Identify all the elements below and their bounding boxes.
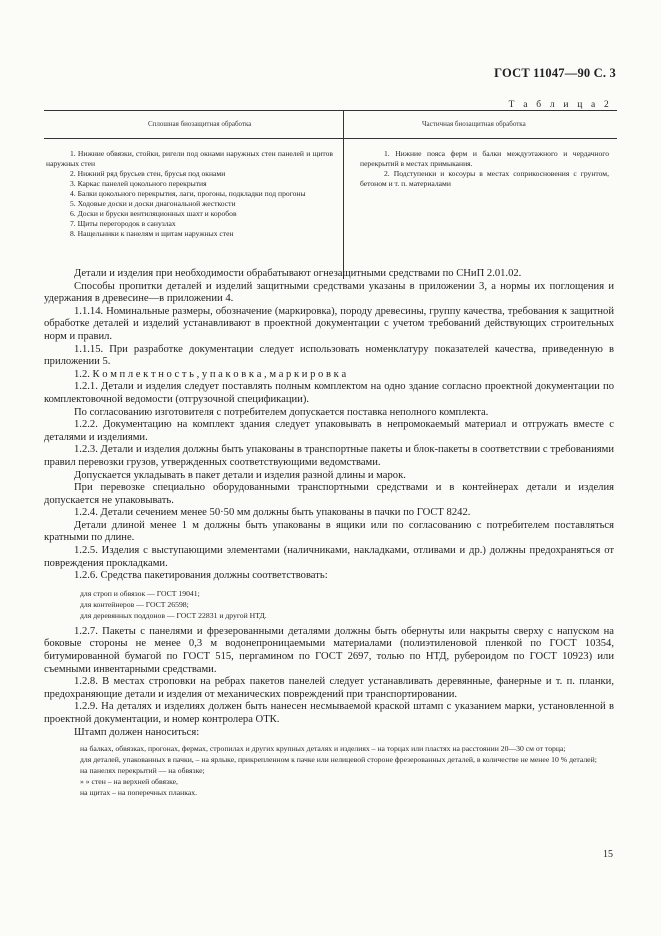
- list-item: 8. Нащельники к панелям и щитам наружных стен: [70, 229, 234, 238]
- list-item: 1. Нижние пояса ферм и балки междуэтажного и чердачного перекрытий в местах примыкания.: [360, 149, 609, 168]
- list-item: 2. Подступенки и косоуры в местах соприкосновения с грунтом, бетоном и т. п. материалами: [360, 169, 609, 188]
- paragraph: По согласованию изготовителя с потребителем допускается поставка неполного комплекта.: [74, 406, 489, 418]
- paragraph: Способы пропитки деталей и изделий защитными средствами указаны в приложении 3, а нормы их поглощения и удержания в древесине—в приложении 4.: [44, 280, 614, 305]
- stamp-list-item: на балках, обвязках, прогонах, фермах, стропилах и других крупных деталях и изделиях – на торцах или пластях на расстоянии 20—30 см от торца;: [80, 744, 566, 754]
- stamp-list-item: » » стен – на верхней обвязке,: [80, 777, 178, 787]
- packing-list-item: для строп и обвязок — ГОСТ 19041;: [80, 588, 200, 598]
- paragraph: При перевозке специально оборудованными транспортными средствами и в контейнерах детали и изделия допускается не упаковывать.: [44, 482, 614, 506]
- paragraph: 1.2.4. Детали сечением менее 50·50 мм должны быть упакованы в пачки по ГОСТ 8242.: [74, 507, 471, 519]
- paragraph: 1.2.8. В местах строповки на ребрах пакетов панелей следует устанавливать деревянные, фанерные и т. п. планки, предохраняющие детали и изделия от механических повреждений при транспортировании.: [44, 676, 614, 700]
- table-header-full-treatment: Сплошная биозащитная обработка: [44, 111, 344, 138]
- stamp-list-item: для деталей, упакованных в пачки, – на ярлыке, прикрепленном к пачке или нелицевой стороне фрезерованных деталей, в количестве не менее 10 % деталей;: [80, 755, 597, 765]
- packing-list-item: для деревянных поддонов — ГОСТ 22831 и другой НТД.: [80, 610, 267, 620]
- table-header-partial-treatment: Частичная биозащитная обработка: [422, 120, 526, 128]
- paragraph: 1.2.6. Средства пакетирования должны соответствовать:: [74, 570, 328, 582]
- treatment-table: [44, 110, 617, 279]
- packing-list-item: для контейнеров — ГОСТ 26598;: [80, 599, 189, 609]
- list-item: 4. Балки цокольного перекрытия, лаги, прогоны, подкладки под прогоны: [70, 189, 306, 198]
- paragraph: Допускается укладывать в пакет детали и изделия разной длины и марок.: [74, 469, 406, 481]
- paragraph: 1.2.2. Документацию на комплект здания следует упаковывать в непромокаемый материал и отгружать вместе с деталями и изделиями.: [44, 419, 614, 443]
- list-item: 5. Ходовые доски и доски диагональной жесткости: [70, 199, 236, 208]
- paragraph: Детали и изделия при необходимости обрабатывают огнезащитными средствами по СНиП 2.01.02.: [74, 268, 522, 279]
- list-item: 1. Нижние обвязки, стойки, ригели под окнами наружных стен панелей и щитов наружных стен: [46, 149, 333, 168]
- paragraph: 1.1.14. Номинальные размеры, обозначение (маркировка), породу древесины, группу качества, требования к защитной обработке деталей и изделий устанавливают в проектной документации с учетом требований действующих строительных норм и правил.: [44, 305, 614, 342]
- stamp-list-item: на щитах – на поперечных планках.: [80, 788, 198, 798]
- table-cell-partial-treatment: [344, 139, 617, 279]
- list-item: 7. Щиты перегородок в санузлах: [70, 219, 176, 228]
- section-heading: 1.2. К о м п л е к т н о с т ь , у п а к о в к а , м а р к и р о в к а: [74, 368, 347, 380]
- paragraph: 1.2.1. Детали и изделия следует поставлять полным комплектом на одно здание согласно проектной документации по комплектовочной ведомости (отгрузочной спецификации).: [44, 381, 614, 405]
- paragraph: Детали длиной менее 1 м должны быть упакованы в ящики или по согласованию с потребителем поставляться кратными по длине.: [44, 519, 614, 544]
- table-cell-full-treatment: [44, 139, 344, 279]
- stamp-list-item: на панелях перекрытий — на обвязке;: [80, 766, 205, 776]
- page-number: 15: [603, 849, 613, 860]
- paragraph: 1.2.7. Пакеты с панелями и фрезерованными деталями должны быть обернуты или накрыты сверху с напуском на боковые стороны не менее 0,3 м водонепроницаемыми материалами (полиэтиленовой пленкой по ГОСТ 10354, битумированной бумагой по ГОСТ 515, пергамином по ГОСТ 2697, толью по НТД, рубероидом по ГОСТ 10923) или съемными инвентарными средствами.: [44, 625, 614, 675]
- list-item: 3. Каркас панелей цокольного перекрытия: [70, 179, 207, 188]
- paragraph: 1.2.3. Детали и изделия должны быть упакованы в транспортные пакеты и блок-пакеты в соответствии с требованиями правил перевозки грузов, утвержденных соответствующими ведомствами.: [44, 444, 614, 468]
- paragraph: 1.2.5. Изделия с выступающими элементами (наличниками, накладками, отливами и др.) должны предохраняться от повреждения прокладками.: [44, 545, 614, 569]
- document-header: ГОСТ 11047—90 С. 3: [494, 66, 616, 80]
- list-item: 6. Доски и бруски вентиляционных шахт и коробов: [70, 209, 237, 218]
- paragraph: 1.2.9. На деталях и изделиях должен быть нанесен несмываемой краской штамп с указанием марки, установленной в проектной документации, и номер контролера ОТК.: [44, 701, 614, 725]
- table-header-row: [44, 111, 617, 139]
- body-text: [44, 268, 614, 798]
- list-item: 2. Нижний ряд брусьев стен, брусья под окнами: [70, 169, 226, 178]
- paragraph: 1.1.15. При разработке документации следует использовать номенклатуру показателей качества, приведенную в приложении 5.: [44, 343, 614, 368]
- paragraph: Штамп должен наноситься:: [74, 726, 200, 738]
- table-caption: Т а б л и ц а 2: [508, 100, 612, 110]
- table-body-row: [44, 139, 617, 279]
